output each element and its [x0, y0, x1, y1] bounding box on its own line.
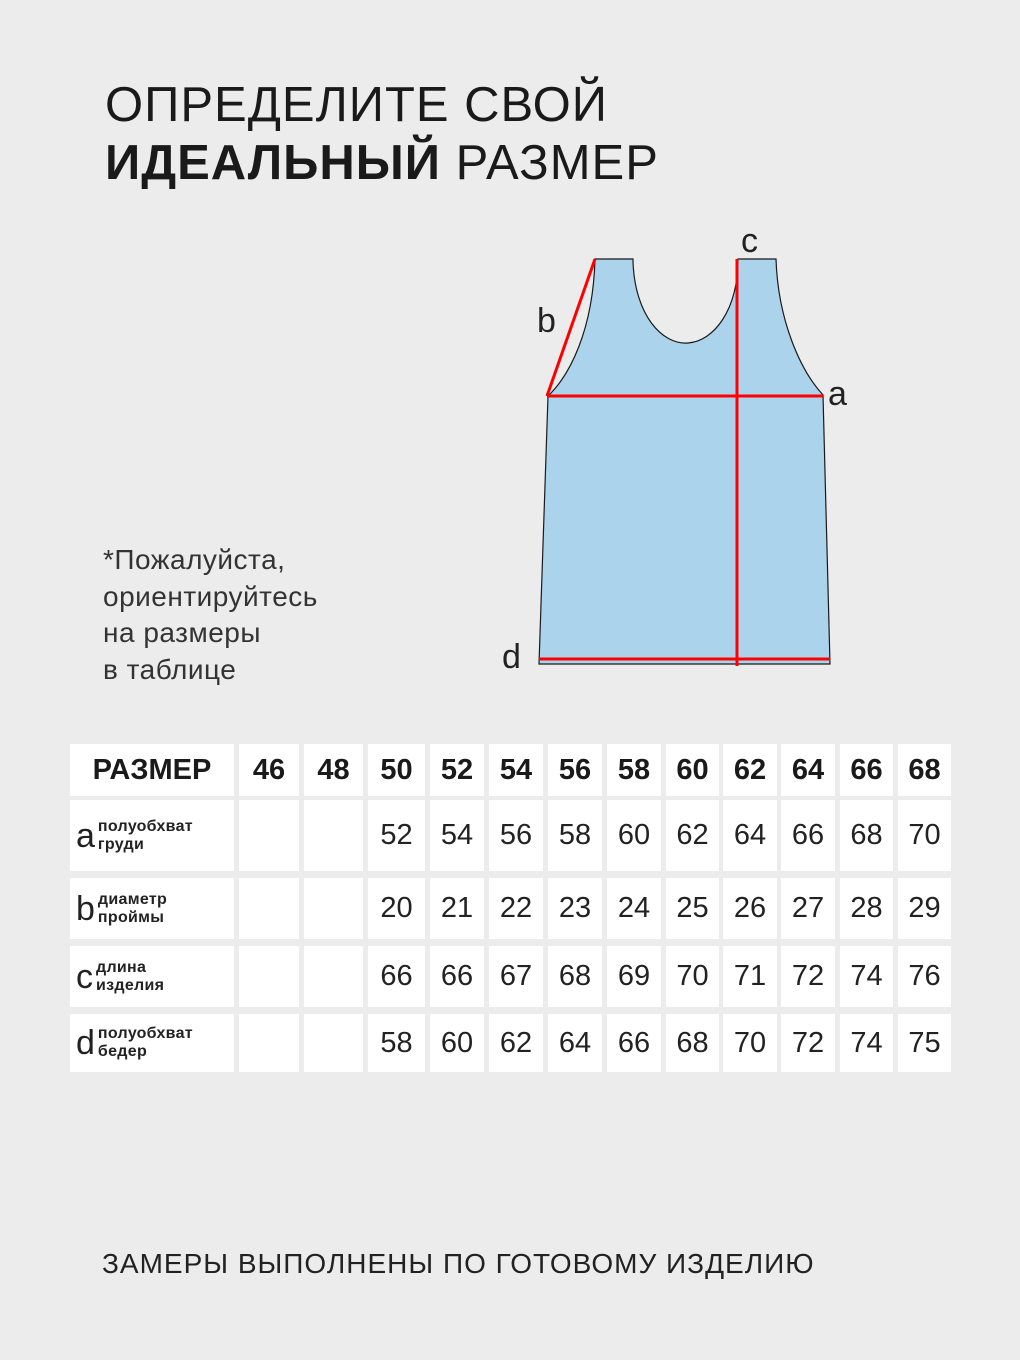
note-line-1: *Пожалуйста, — [103, 544, 286, 575]
tank-top-shape — [539, 259, 830, 664]
table-cell: 72 — [781, 946, 835, 1007]
page-title — [105, 76, 659, 192]
table-cell: 70 — [898, 800, 951, 871]
table-cell — [239, 946, 299, 1007]
table-header-size: 58 — [607, 744, 661, 796]
row-description-line-2: бедер — [97, 1043, 148, 1060]
table-cell: 67 — [489, 946, 543, 1007]
row-description — [98, 1025, 193, 1061]
table-cell: 68 — [666, 1014, 719, 1072]
row-letter: a — [76, 816, 95, 855]
row-letter: b — [76, 889, 95, 928]
table-header-size: 60 — [666, 744, 719, 796]
row-description-line-1: полуобхват — [97, 817, 193, 835]
table-row-label — [70, 800, 234, 871]
title-line-2 — [105, 134, 659, 192]
table-header-size: 48 — [304, 744, 363, 796]
row-description-line-1: длина — [96, 958, 147, 976]
table-cell: 20 — [368, 878, 425, 939]
table-cell — [304, 946, 363, 1007]
table-cell: 56 — [489, 800, 543, 871]
row-description — [96, 959, 164, 995]
table-cell: 68 — [840, 800, 893, 871]
table-cell: 66 — [368, 946, 425, 1007]
tank-top-illustration — [490, 215, 870, 685]
table-cell: 66 — [430, 946, 484, 1007]
row-letter: c — [76, 957, 93, 996]
table-cell: 25 — [666, 878, 719, 939]
table-header-size: 62 — [723, 744, 777, 796]
table-cell: 22 — [489, 878, 543, 939]
table-cell: 64 — [548, 1014, 602, 1072]
table-cell: 66 — [607, 1014, 661, 1072]
table-cell: 58 — [548, 800, 602, 871]
label-a: a — [828, 375, 847, 413]
table-cell: 68 — [548, 946, 602, 1007]
table-row-label — [70, 1014, 234, 1072]
table-cell: 21 — [430, 878, 484, 939]
table-cell: 71 — [723, 946, 777, 1007]
footer-note: ЗАМЕРЫ ВЫПОЛНЕНЫ ПО ГОТОВОМУ ИЗДЕЛИЮ — [102, 1248, 815, 1279]
label-b: b — [537, 302, 556, 340]
table-header-size: 54 — [489, 744, 543, 796]
table-cell: 70 — [666, 946, 719, 1007]
row-description-line-1: диаметр — [97, 890, 168, 908]
table-header-size: 50 — [368, 744, 425, 796]
table-cell: 24 — [607, 878, 661, 939]
table-cell — [239, 800, 299, 871]
table-header-size: 52 — [430, 744, 484, 796]
note-line-4: в таблице — [103, 653, 237, 685]
size-note — [103, 542, 318, 688]
table-cell: 75 — [898, 1014, 951, 1072]
table-cell: 69 — [607, 946, 661, 1007]
table-header-size: 64 — [781, 744, 835, 796]
table-cell: 29 — [898, 878, 951, 939]
table-cell — [304, 878, 363, 939]
table-cell: 70 — [723, 1014, 777, 1072]
table-cell: 26 — [723, 878, 777, 939]
table-cell: 76 — [898, 946, 951, 1007]
table-cell: 66 — [781, 800, 835, 871]
table-cell: 28 — [840, 878, 893, 939]
table-cell: 74 — [840, 1014, 893, 1072]
table-cell: 60 — [607, 800, 661, 871]
table-cell: 58 — [368, 1014, 425, 1072]
row-description-line-2: груди — [97, 835, 145, 853]
table-header-size: 56 — [548, 744, 602, 796]
table-cell: 64 — [723, 800, 777, 871]
table-cell: 62 — [666, 800, 719, 871]
label-d: d — [502, 638, 521, 676]
table-cell: 60 — [430, 1014, 484, 1072]
table-header-size: 46 — [239, 744, 299, 796]
row-description — [98, 891, 167, 927]
row-letter: d — [76, 1024, 95, 1062]
row-description-line-2: проймы — [97, 908, 165, 926]
table-cell: 23 — [548, 878, 602, 939]
table-header-size: 66 — [840, 744, 893, 796]
table-cell: 27 — [781, 878, 835, 939]
title-line-1: ОПРЕДЕЛИТЕ СВОЙ — [105, 78, 608, 132]
row-description-line-2: изделия — [96, 976, 165, 994]
garment-diagram — [490, 215, 870, 685]
table-cell — [239, 878, 299, 939]
table-cell: 54 — [430, 800, 484, 871]
note-line-3: на размеры — [103, 617, 262, 648]
title-bold-word: ИДЕАЛЬНЫЙ — [105, 136, 441, 190]
note-line-2: ориентируйтесь — [103, 580, 318, 612]
table-row-label — [70, 878, 234, 939]
table-cell: 62 — [489, 1014, 543, 1072]
table-cell: 74 — [840, 946, 893, 1007]
table-cell — [304, 800, 363, 871]
table-row-label — [70, 946, 234, 1007]
row-description — [98, 818, 193, 854]
table-header-size: 68 — [898, 744, 951, 796]
title-rest: РАЗМЕР — [440, 136, 659, 190]
row-description-line-1: полуобхват — [97, 1025, 193, 1042]
label-c: c — [741, 222, 758, 260]
table-cell — [239, 1014, 299, 1072]
table-cell — [304, 1014, 363, 1072]
table-cell: 52 — [368, 800, 425, 871]
table-header-label: РАЗМЕР — [70, 744, 234, 796]
table-cell: 72 — [781, 1014, 835, 1072]
